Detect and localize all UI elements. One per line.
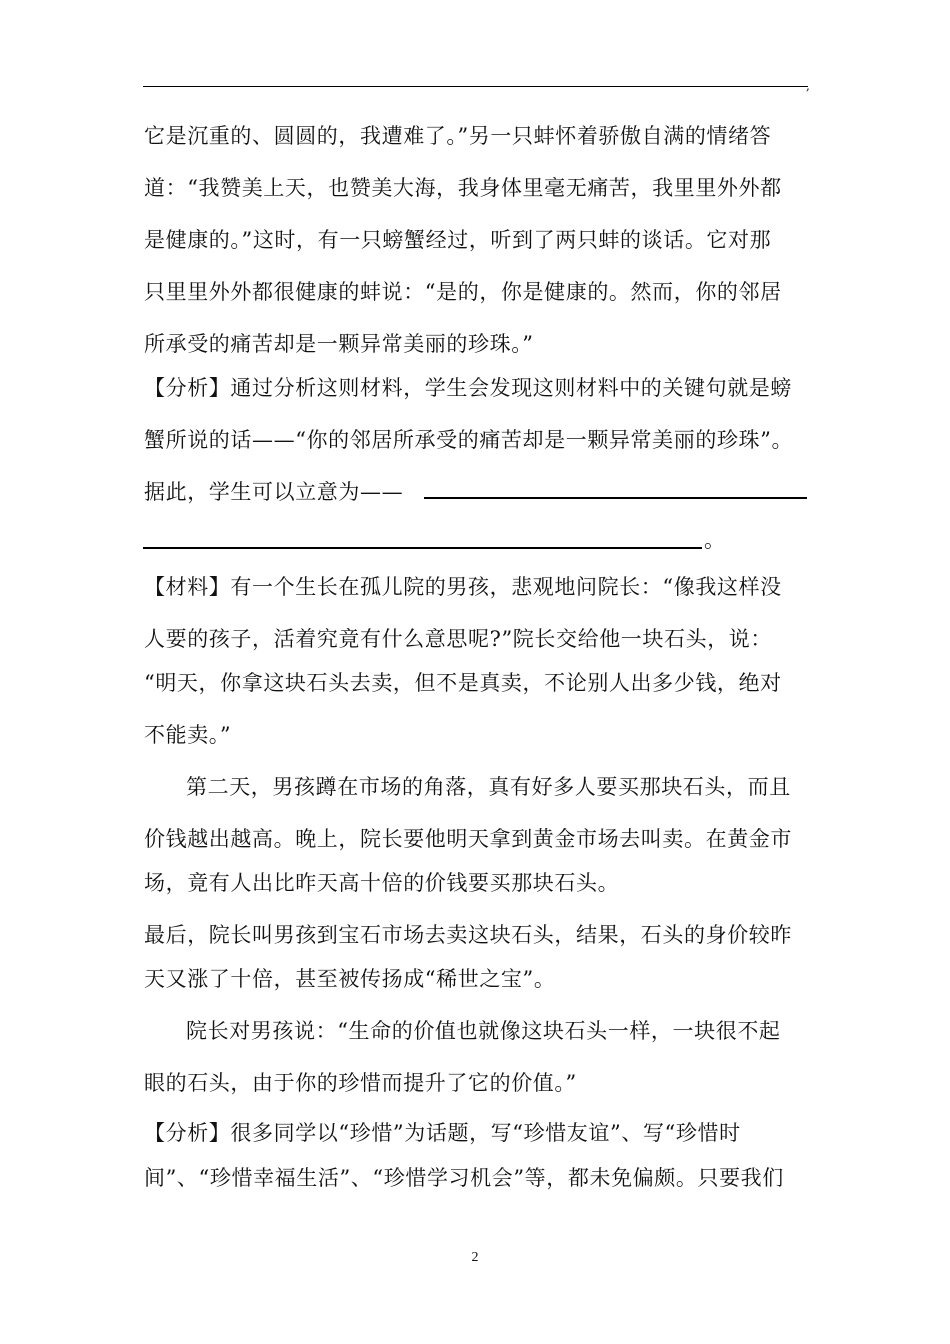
text-line: 是健康的。”这时，有一只螃蟹经过，听到了两只蚌的谈话。它对那: [144, 228, 772, 252]
header-rule: [143, 86, 808, 87]
material-line: 不能卖。”: [144, 723, 232, 747]
material-line: 【材料】有一个生长在孤儿院的男孩，悲观地问院长：“像我这样没: [144, 575, 782, 599]
text-line: 第二天，男孩蹲在市场的角落，真有好多人要买那块石头，而且: [186, 775, 791, 799]
page-number: 2: [471, 1250, 479, 1265]
analysis-line: 据此，学生可以立意为——: [144, 480, 404, 504]
header-mark: ,: [806, 79, 810, 93]
text-line: 只里里外外都很健康的蚌说：“是的，你是健康的。然而，你的邻居: [144, 280, 782, 304]
analysis-line: 【分析】通过分析这则材料，学生会发现这则材料中的关键句就是螃: [144, 376, 792, 400]
text-line: 眼的石头，由于你的珍惜而提升了它的价值。”: [144, 1071, 577, 1095]
period-mark: 。: [704, 528, 726, 552]
material-line: “明天，你拿这块石头去卖，但不是真卖，不论别人出多少钱，绝对: [144, 671, 782, 695]
answer-blank: [424, 497, 807, 499]
text-line: 天又涨了十倍，甚至被传扬成“稀世之宝”。: [144, 967, 556, 991]
material-line: 人要的孩子，活着究竟有什么意思呢?”院长交给他一块石头，说：: [144, 627, 772, 651]
text-line: 所承受的痛苦却是一颗异常美丽的珍珠。”: [144, 332, 534, 356]
text-line: 院长对男孩说：“生命的价值也就像这块石头一样，一块很不起: [186, 1019, 781, 1043]
answer-blank: [143, 547, 702, 549]
text-line: 最后，院长叫男孩到宝石市场去卖这块石头，结果，石头的身价较昨: [144, 923, 792, 947]
analysis-line: 【分析】很多同学以“珍惜”为话题，写“珍惜友谊”、写“珍惜时: [144, 1121, 741, 1145]
analysis-line: 蟹所说的话——“你的邻居所承受的痛苦却是一颗异常美丽的珍珠”。: [144, 428, 794, 452]
text-line: 价钱越出越高。晚上，院长要他明天拿到黄金市场去叫卖。在黄金市: [144, 827, 792, 851]
text-line: 道：“我赞美上天，也赞美大海，我身体里毫无痛苦，我里里外外都: [144, 176, 782, 200]
text-line: 它是沉重的、圆圆的，我遭难了。”另一只蚌怀着骄傲自满的情绪答: [144, 124, 772, 148]
text-line: 场，竟有人出比昨天高十倍的价钱要买那块石头。: [144, 871, 620, 895]
analysis-line: 间”、“珍惜幸福生活”、“珍惜学习机会”等，都未免偏颇。只要我们: [144, 1166, 784, 1190]
